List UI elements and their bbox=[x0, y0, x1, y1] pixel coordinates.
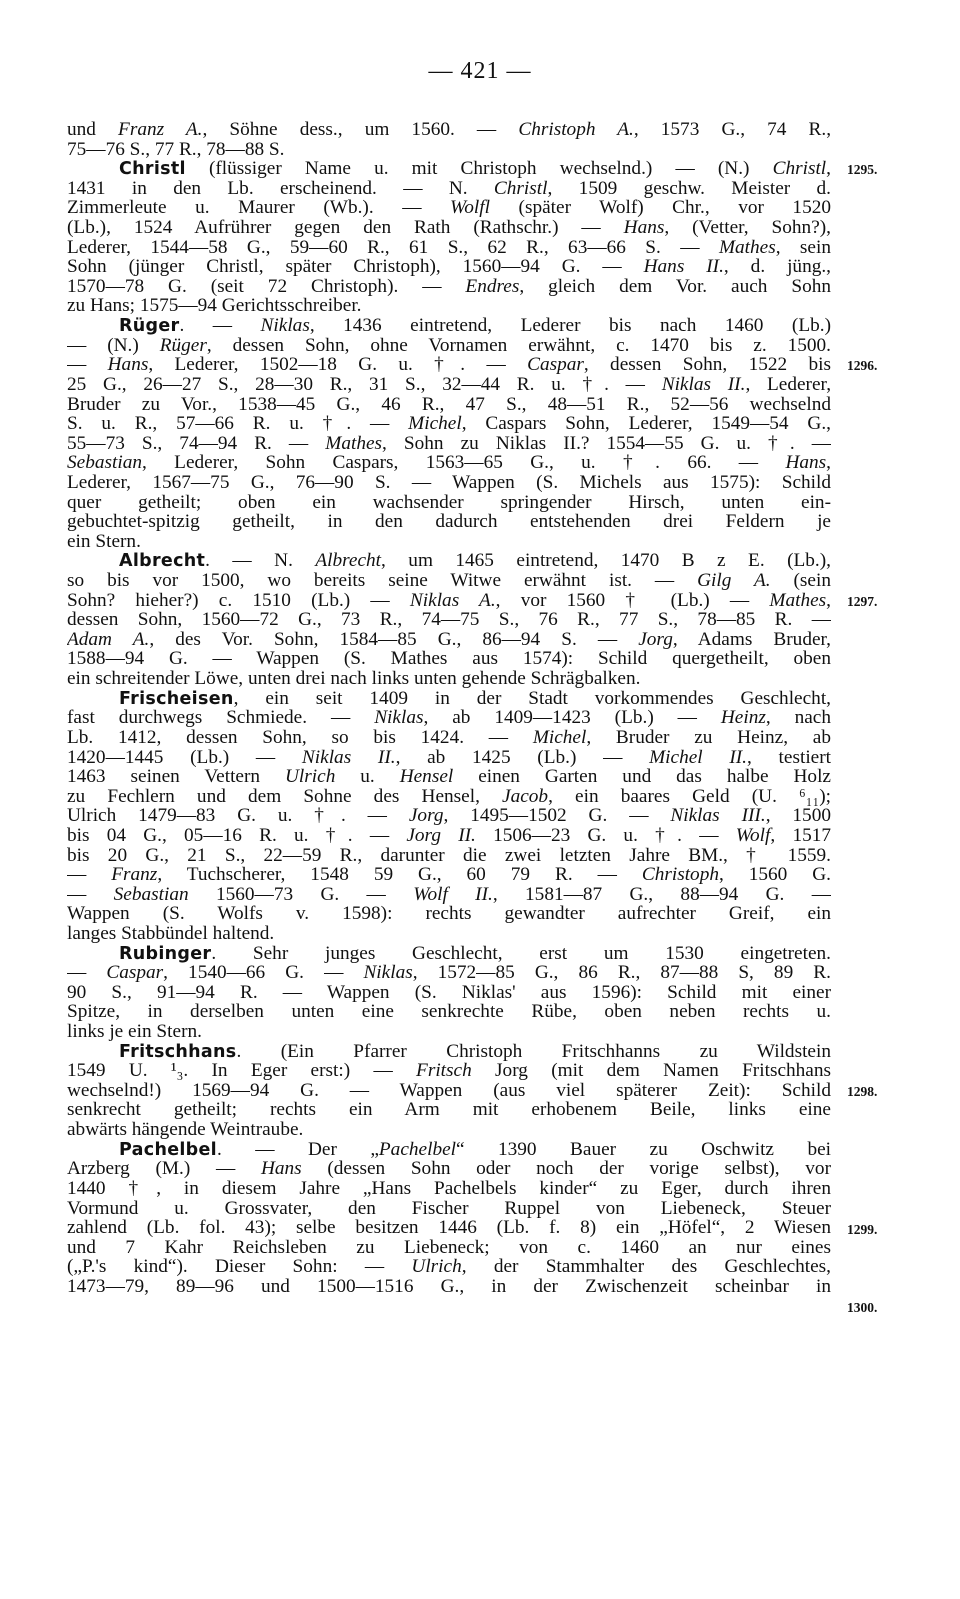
text-line: — Sebastian 1560—73 G. — Wolf II., 1581—87 G., 88—94 G. — bbox=[67, 884, 831, 905]
text-line: quer getheilt; oben ein wachsender springender Hirsch, unten ein- bbox=[67, 492, 831, 513]
text-line: und 7 Kahr Reichsleben zu Liebeneck; von c. 1460 an nur eines bbox=[67, 1237, 831, 1258]
text-line: wechselnd!) 1569—94 G. — Wappen (aus viel späterer Zeit): Schild bbox=[67, 1080, 831, 1101]
text-line: bis 20 G., 21 S., 22—59 R., darunter die zwei letzten Jahre BM., † 1559. bbox=[67, 845, 831, 866]
text-line: 1463 seinen Vettern Ulrich u. Hensel einen Garten und das halbe Holz bbox=[67, 767, 831, 787]
text-line: ein schreitender Löwe, unten drei nach links unten gehende Schrägbalken. bbox=[67, 669, 641, 689]
text-line: senkrecht getheilt; rechts ein Arm mit erhobenem Beile, links eine bbox=[67, 1100, 831, 1121]
text-line: Christl (flüssiger Name u. mit Christoph wechselnd.) — (N.) Christl, bbox=[119, 159, 831, 179]
text-line: Zimmerleute u. Maurer (Wb.). — Wolfl (später Wolf) Chr., vor 1520 bbox=[67, 198, 831, 219]
text-line: Bruder zu Vor., 1538—45 G., 46 R., 47 S., 48—51 R., 52—56 wechselnd bbox=[67, 394, 831, 415]
text-line: 90 S., 91—94 R. — Wappen (S. Niklas' aus 1596): Schild mit einer bbox=[67, 982, 831, 1003]
text-line: 1473—79, 89—96 und 1500—1516 G., in der Zwischenzeit scheinbar in bbox=[67, 1276, 831, 1297]
text-line: 1570—78 G. (seit 72 Christoph). — Endres, gleich dem Vor. auch Sohn bbox=[67, 276, 831, 297]
text-line: Lederer, 1567—75 G., 76—90 S. — Wappen (S. Michels aus 1575): Schild bbox=[67, 472, 831, 493]
text-line: Ulrich 1479—83 G. u. †. — Jorg, 1495—1502 G. — Niklas III., 1500 bbox=[67, 806, 831, 826]
text-line: Rubinger. Sehr junges Geschlecht, erst um 1530 eingetreten. bbox=[119, 943, 831, 964]
text-line: — Caspar, 1540—66 G. — Niklas, 1572—85 G., 86 R., 87—88 S, 89 R. bbox=[67, 963, 831, 983]
margin-number: 1297. bbox=[847, 593, 878, 609]
text-line: (Lb.), 1524 Aufrührer gegen den Rath (Rathschr.) — Hans, (Vetter, Sohn?), bbox=[67, 218, 831, 238]
text-line: 1431 in den Lb. erscheinend. — N. Christl, 1509 geschw. Meister d. bbox=[67, 178, 831, 199]
text-line: Sohn (jünger Christl, später Christoph), 1560—94 G. — Hans II., d. jüng., bbox=[67, 257, 831, 277]
body-text bbox=[67, 120, 831, 1297]
text-line: gebuchtet-spitzig getheilt, in den dadurch entstehenden drei Feldern je bbox=[67, 512, 831, 532]
text-line: so bis vor 1500, wo bereits seine Witwe erwähnt ist. — Gilg A. (sein bbox=[67, 571, 831, 591]
text-line: Albrecht. — N. Albrecht, um 1465 eintretend, 1470 B z E. (Lb.), bbox=[119, 551, 831, 572]
page-number: — 421 — bbox=[428, 58, 532, 84]
text-line: Spitze, in derselben unten eine senkrechte Rübe, oben neben rechts u. bbox=[67, 1002, 831, 1023]
text-line: Wappen (S. Wolfs v. 1598): rechts gewandter aufrechter Greif, ein bbox=[67, 904, 831, 924]
text-line: abwärts hängende Weintraube. bbox=[67, 1120, 304, 1140]
text-line: 55—73 S., 74—94 R. — Mathes, Sohn zu Niklas II.? 1554—55 G. u. †. — bbox=[67, 433, 831, 454]
text-line: zu Hans; 1575—94 Gerichtsschreiber. bbox=[67, 296, 362, 317]
text-line: Fritschhans. (Ein Pfarrer Christoph Fritschhanns zu Wildstein bbox=[119, 1041, 831, 1062]
text-line: zu Fechlern und dem Sohne des Hensel, Jacob, ein baares Geld (U. ⁶₁₁); bbox=[67, 786, 831, 807]
text-line: Rüger. — Niklas, 1436 eintretend, Lederer bis nach 1460 (Lb.) bbox=[119, 316, 831, 336]
text-line: — Franz, Tuchscherer, 1548 59 G., 60 79 R. — Christoph, 1560 G. bbox=[67, 865, 831, 885]
margin-number: 1298. bbox=[847, 1084, 878, 1100]
text-line: 1440 †, in diesem Jahre „Hans Pachelbels kinder“ zu Eger, durch ihren bbox=[67, 1178, 831, 1199]
text-line: langes Stabbündel haltend. bbox=[67, 923, 275, 944]
text-line: 75—76 S., 77 R., 78—88 S. bbox=[67, 139, 285, 160]
text-line: — Hans, Lederer, 1502—18 G. u. †. — Caspar, dessen Sohn, 1522 bis bbox=[67, 355, 831, 375]
text-line: 1549 U. ¹₃. In Eger erst:) — Fritsch Jorg (mit dem Namen Fritschhans bbox=[67, 1061, 831, 1081]
margin-number: 1300. bbox=[847, 1300, 878, 1316]
text-line: zahlend (Lb. fol. 43); selbe besitzen 1446 (Lb. f. 8) ein „Höfel“, 2 Wiesen bbox=[67, 1218, 831, 1238]
text-line: 25 G., 26—27 S., 28—30 R., 31 S., 32—44 R. u. †. — Niklas II., Lederer, bbox=[67, 374, 831, 395]
text-line: — (N.) Rüger, dessen Sohn, ohne Vornamen erwähnt, c. 1470 bis z. 1500. bbox=[67, 335, 831, 356]
text-line: Frischeisen, ein seit 1409 in der Stadt vorkommendes Geschlecht, bbox=[119, 688, 831, 709]
text-line: S. u. R., 57—66 R. u. †. — Michel, Caspars Sohn, Lederer, 1549—54 G., bbox=[67, 414, 831, 434]
text-line: fast durchwegs Schmiede. — Niklas, ab 1409—1423 (Lb.) — Heinz, nach bbox=[67, 708, 831, 728]
text-line: Sohn? hieher?) c. 1510 (Lb.) — Niklas A., vor 1560 † (Lb.) — Mathes, bbox=[67, 590, 831, 611]
margin-number: 1296. bbox=[847, 358, 878, 374]
text-line: Lederer, 1544—58 G., 59—60 R., 61 S., 62 R., 63—66 S. — Mathes, sein bbox=[67, 237, 831, 258]
text-line: bis 04 G., 05—16 R. u. †. — Jorg II. 1506—23 G. u. †. — Wolf, 1517 bbox=[67, 825, 831, 846]
text-line: und Franz A., Söhne dess., um 1560. — Christoph A., 1573 G., 74 R., bbox=[67, 120, 831, 140]
text-line: Lb. 1412, dessen Sohn, so bis 1424. — Michel, Bruder zu Heinz, ab bbox=[67, 727, 831, 748]
text-line: Arzberg (M.) — Hans (dessen Sohn oder noch der vorige selbst), vor bbox=[67, 1159, 831, 1179]
text-line: 1588—94 G. — Wappen (S. Mathes aus 1574): Schild quergetheilt, oben bbox=[67, 649, 831, 670]
text-line: Vormund u. Grossvater, den Fischer Ruppel von Liebeneck, Steuer bbox=[67, 1198, 831, 1219]
text-line: Sebastian, Lederer, Sohn Caspars, 1563—65 G., u. †. 66. — Hans, bbox=[67, 453, 831, 473]
text-line: 1420—1445 (Lb.) — Niklas II., ab 1425 (Lb.) — Michel II., testiert bbox=[67, 747, 831, 768]
text-line: dessen Sohn, 1560—72 G., 73 R., 74—75 S., 76 R., 77 S., 78—85 R. — bbox=[67, 610, 831, 630]
text-line: („P.'s kind“). Dieser Sohn: — Ulrich, der Stammhalter des Geschlechtes, bbox=[67, 1257, 831, 1277]
text-line: Pachelbel. — Der „Pachelbel“ 1390 Bauer zu Oschwitz bei bbox=[119, 1139, 831, 1160]
margin-number: 1299. bbox=[847, 1221, 878, 1237]
text-line: links je ein Stern. bbox=[67, 1022, 202, 1042]
margin-number: 1295. bbox=[847, 162, 878, 178]
text-line: Adam A., des Vor. Sohn, 1584—85 G., 86—94 S. — Jorg, Adams Bruder, bbox=[67, 629, 831, 650]
text-line: ein Stern. bbox=[67, 531, 141, 552]
